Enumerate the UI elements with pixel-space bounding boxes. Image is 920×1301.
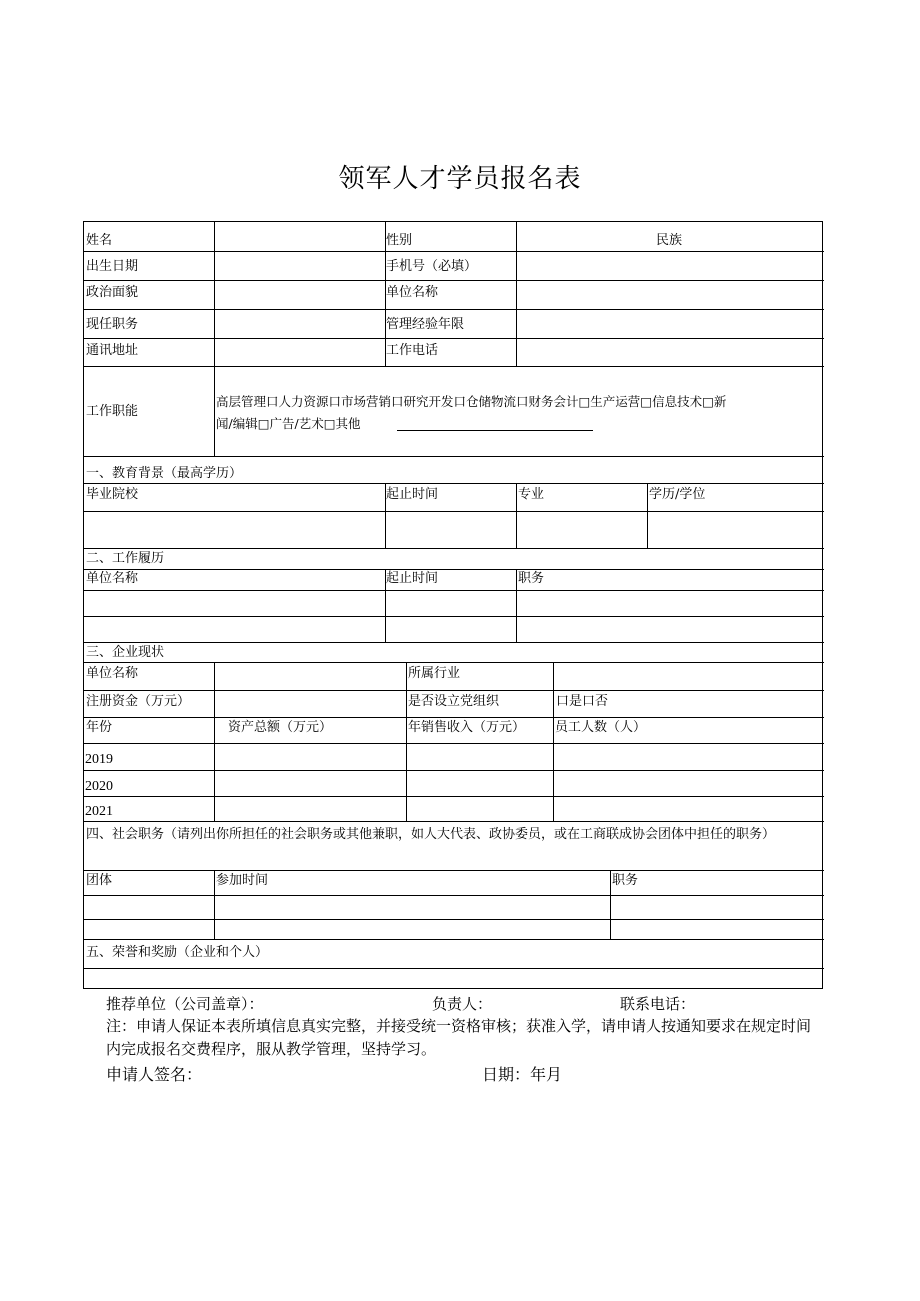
- gender-label: 性别: [386, 233, 413, 248]
- capital-label: 注册资金（万元）: [86, 694, 191, 709]
- mgmt-years-label: 管理经验年限: [386, 317, 465, 332]
- position-label: 现任职务: [86, 317, 139, 332]
- company-label: 单位名称: [386, 285, 439, 300]
- contact-label: 联系电话：: [620, 995, 696, 1013]
- ent-company-label: 单位名称: [86, 666, 139, 681]
- function-other-blank[interactable]: [397, 416, 593, 431]
- group-label: 团体: [86, 873, 113, 888]
- social-heading: 四、社会职务（请列出你所担任的社会职务或其他兼职，如人大代表、政协委员，或在工商联成协会团体中担任的职务）: [86, 827, 776, 842]
- work-heading: 二、工作履历: [86, 551, 165, 566]
- year-row-label: 2020: [85, 779, 113, 794]
- registration-form-table: [83, 221, 823, 989]
- work-company-label: 单位名称: [86, 571, 139, 586]
- ethnicity-label: 民族: [656, 233, 683, 248]
- major-label: 专业: [518, 487, 545, 502]
- date-label: 日期：年月: [482, 1065, 563, 1084]
- function-options-line1: 高层管理口人力资源口市场营销口研究开发口仓储物流口财务会计□生产运营□信息技术□新: [216, 394, 727, 409]
- leader-label: 负责人：: [432, 995, 493, 1013]
- name-label: 姓名: [86, 233, 113, 248]
- signature-label: 申请人签名：: [106, 1065, 203, 1084]
- party-label: 是否设立党组织: [408, 694, 500, 709]
- staff-label: 员工人数（人）: [555, 720, 647, 735]
- education-heading: 一、教育背景（最高学历）: [86, 466, 243, 481]
- join-time-label: 参加时间: [216, 873, 269, 888]
- application-note: 注：申请人保证本表所填信息真实完整，并接受统一资格审核；获准入学，请申请人按通知要求在规定时间内完成报名交费程序，服从教学管理，坚持学习。: [106, 1017, 812, 1058]
- school-label: 毕业院校: [86, 487, 139, 502]
- work-role-label: 职务: [518, 571, 545, 586]
- degree-label: 学历/学位: [649, 487, 706, 502]
- work-period-label: 起止时间: [386, 571, 439, 586]
- recommender-label: 推荐单位（公司盖章）：: [106, 995, 264, 1013]
- function-options-line2: 闻/编辑□广告/艺术□其他: [216, 416, 361, 431]
- form-title: 领军人才学员报名表: [338, 164, 582, 194]
- year-label: 年份: [86, 720, 113, 735]
- enterprise-heading: 三、企业现状: [86, 645, 165, 660]
- assets-label: 资产总额（万元）: [228, 720, 333, 735]
- political-label: 政治面貌: [86, 285, 139, 300]
- birth-label: 出生日期: [86, 259, 139, 274]
- address-label: 通讯地址: [86, 343, 139, 358]
- honors-heading: 五、荣誉和奖励（企业和个人）: [86, 945, 269, 960]
- work-phone-label: 工作电话: [386, 343, 439, 358]
- year-row-label: 2019: [85, 752, 113, 767]
- industry-label: 所属行业: [408, 666, 461, 681]
- social-role-label: 职务: [612, 873, 639, 888]
- year-row-label: 2021: [85, 804, 113, 819]
- party-options[interactable]: 口是口否: [556, 694, 609, 709]
- phone-label: 手机号（必填）: [386, 259, 478, 274]
- edu-period-label: 起止时间: [386, 487, 439, 502]
- function-label: 工作职能: [86, 404, 139, 419]
- sales-label: 年销售收入（万元）: [408, 720, 526, 735]
